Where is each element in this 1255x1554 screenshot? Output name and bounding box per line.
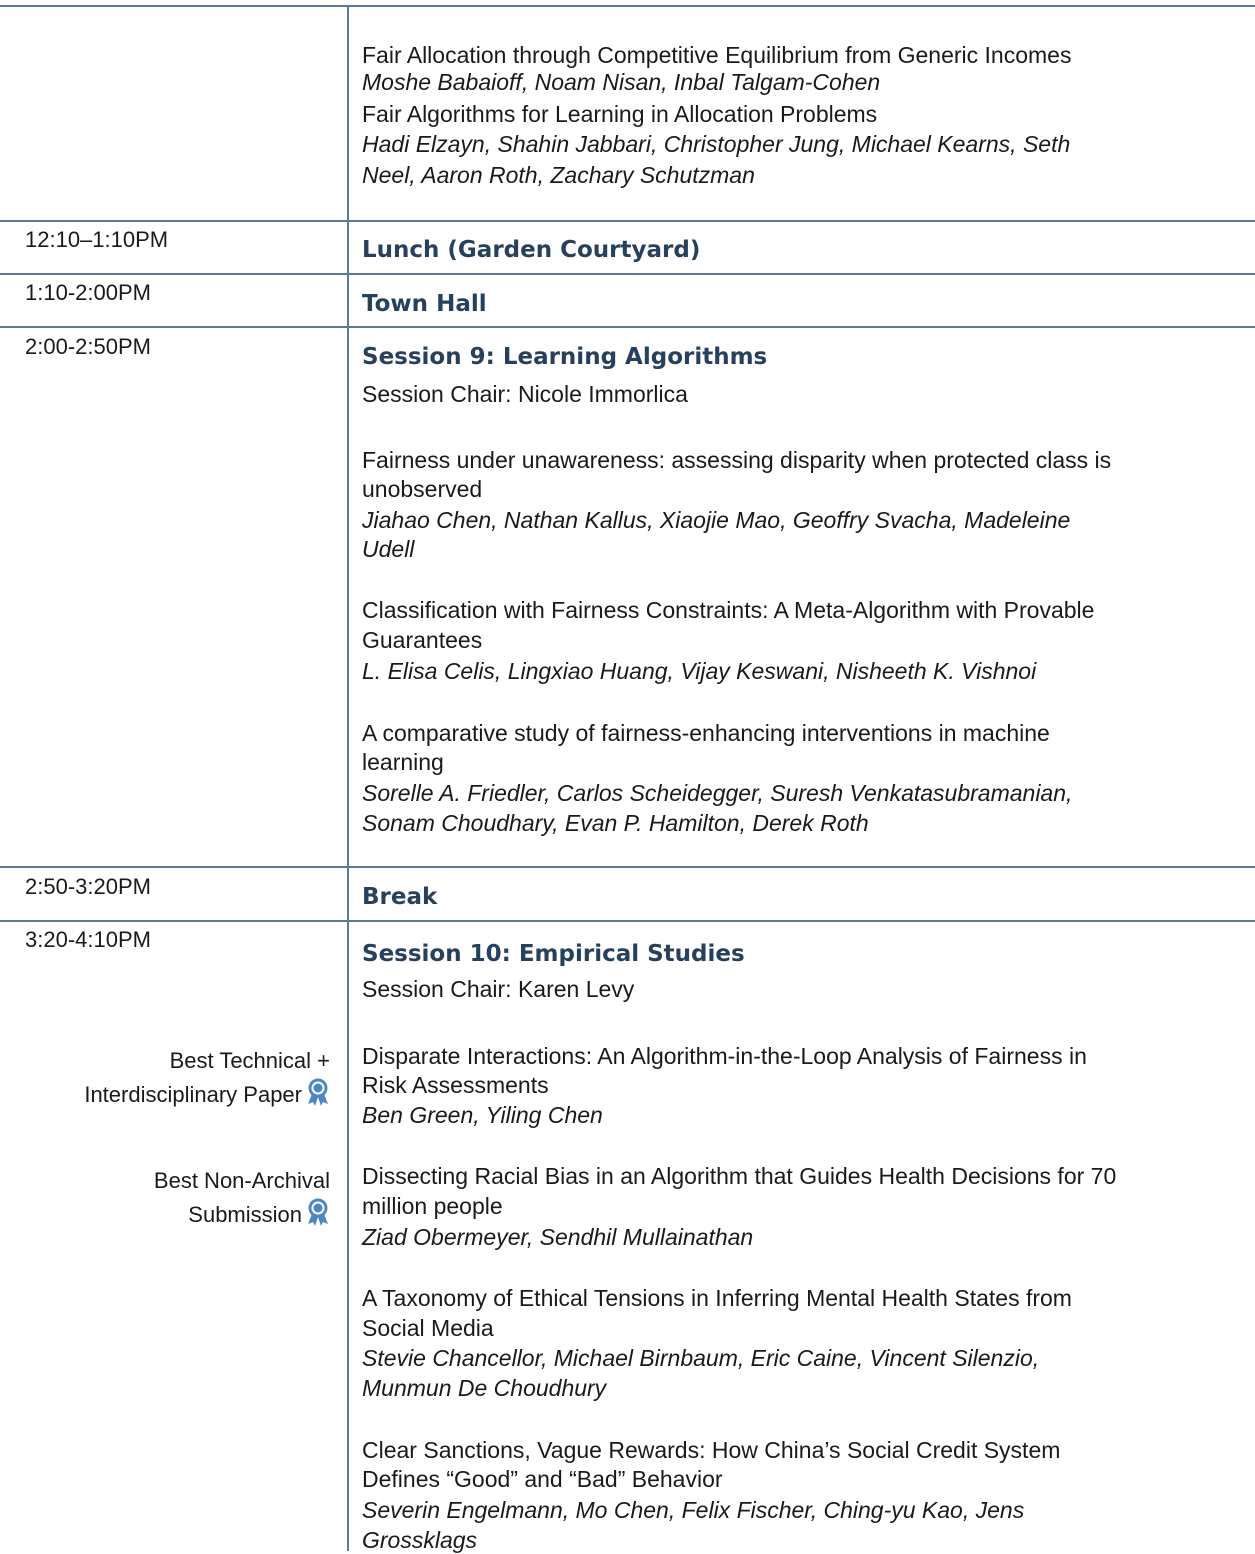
paper-authors: Hadi Elzayn, Shahin Jabbari, Christopher Jung, Michael Kearns, Seth (362, 131, 1071, 157)
paper-authors: Udell (362, 536, 415, 562)
session-chair: Session Chair: Nicole Immorlica (362, 381, 688, 407)
time-slot: 2:00-2:50PM (25, 334, 151, 359)
paper-title: learning (362, 749, 444, 775)
paper-title: Fairness under unawareness: assessing disparity when protected class is (362, 447, 1112, 473)
award-line: Best Non-Archival (153, 1168, 330, 1193)
paper-title: Fair Allocation through Competitive Equilibrium from Generic Incomes (362, 42, 1072, 68)
paper-authors: Moshe Babaioff, Noam Nisan, Inbal Talgam-Cohen (362, 69, 881, 95)
paper-authors: Stevie Chancellor, Michael Birnbaum, Eric Caine, Vincent Silenzio, (362, 1345, 1040, 1371)
paper-authors: Sorelle A. Friedler, Carlos Scheidegger, Suresh Venkatasubramanian, (362, 780, 1073, 806)
paper-authors: Severin Engelmann, Mo Chen, Felix Fischer, Ching-yu Kao, Jens (362, 1497, 1025, 1523)
paper-title: A Taxonomy of Ethical Tensions in Inferring Mental Health States from (362, 1285, 1072, 1311)
slot-heading: Lunch (Garden Courtyard) (362, 237, 701, 263)
paper-title: Dissecting Racial Bias in an Algorithm that Guides Health Decisions for 70 (362, 1163, 1117, 1189)
paper-authors: L. Elisa Celis, Lingxiao Huang, Vijay Keswani, Nisheeth K. Vishnoi (362, 658, 1037, 684)
slot-heading: Town Hall (362, 291, 487, 317)
award-line-with-icon (154, 1198, 330, 1232)
row-divider (0, 220, 1255, 222)
row-divider (0, 5, 1255, 7)
session-heading: Session 9: Learning Algorithms (362, 344, 768, 370)
award-ribbon-icon (306, 1198, 330, 1226)
slot-heading: Break (362, 884, 438, 910)
paper-authors: Ben Green, Yiling Chen (362, 1102, 603, 1128)
row-divider (0, 920, 1255, 922)
paper-authors: Ziad Obermeyer, Sendhil Mullainathan (362, 1224, 754, 1250)
paper-authors: Neel, Aaron Roth, Zachary Schutzman (362, 162, 755, 188)
row-divider (0, 273, 1255, 275)
paper-title: Defines “Good” and “Bad” Behavior (362, 1466, 723, 1492)
paper-authors: Jiahao Chen, Nathan Kallus, Xiaojie Mao, Geoffry Svacha, Madeleine (362, 507, 1071, 533)
paper-authors: Sonam Choudhary, Evan P. Hamilton, Derek Roth (362, 810, 869, 836)
paper-title: Risk Assessments (362, 1072, 549, 1098)
paper-title: unobserved (362, 476, 483, 502)
paper-title: Classification with Fairness Constraints: A Meta-Algorithm with Provable (362, 597, 1095, 623)
paper-authors: Grossklags (362, 1527, 478, 1553)
paper-title: Disparate Interactions: An Algorithm-in-the-Loop Analysis of Fairness in (362, 1043, 1087, 1069)
session-chair: Session Chair: Karen Levy (362, 976, 635, 1002)
time-slot: 2:50-3:20PM (25, 874, 151, 899)
award-line: Best Technical + (169, 1048, 330, 1073)
time-slot: 12:10–1:10PM (25, 227, 169, 252)
paper-authors: Munmun De Choudhury (362, 1375, 607, 1401)
time-slot: 1:10-2:00PM (25, 280, 151, 305)
row-divider (0, 326, 1255, 328)
award-ribbon-icon (306, 1078, 330, 1106)
time-slot: 3:20-4:10PM (25, 927, 151, 952)
paper-title: Fair Algorithms for Learning in Allocation Problems (362, 101, 878, 127)
session-heading: Session 10: Empirical Studies (362, 941, 745, 967)
column-divider (347, 5, 349, 1551)
paper-title: Clear Sanctions, Vague Rewards: How China’s Social Credit System (362, 1437, 1061, 1463)
award-label (84, 1044, 330, 1112)
award-line-with-icon (84, 1078, 330, 1112)
row-divider (0, 866, 1255, 868)
paper-title: A comparative study of fairness-enhancing interventions in machine (362, 720, 1050, 746)
paper-title: Guarantees (362, 627, 483, 653)
award-label (154, 1164, 330, 1232)
paper-title: million people (362, 1193, 503, 1219)
award-line: Interdisciplinary Paper (84, 1082, 302, 1107)
award-line: Submission (188, 1202, 302, 1227)
paper-title: Social Media (362, 1315, 494, 1341)
